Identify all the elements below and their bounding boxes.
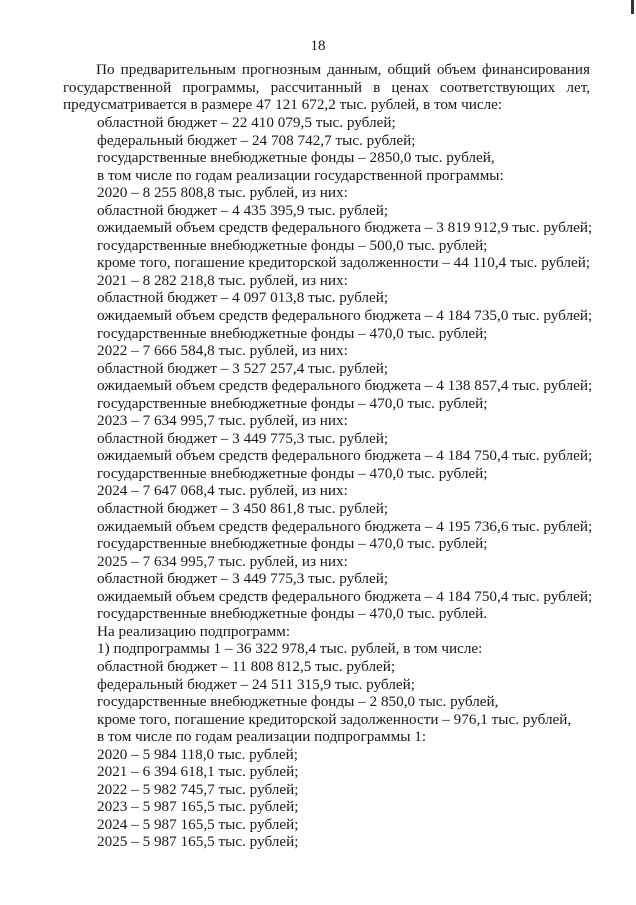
text-line: ожидаемый объем средств федерального бюджета – 4 184 735,0 тыс. рублей; (97, 307, 593, 325)
text-line: областной бюджет – 3 527 257,4 тыс. рублей; (97, 359, 389, 377)
text-line: 2024 – 7 647 068,4 тыс. рублей, из них: (97, 482, 348, 500)
page-number: 18 (310, 38, 326, 54)
text-line: областной бюджет – 11 808 812,5 тыс. рублей; (97, 657, 396, 675)
text-line: ожидаемый объем средств федерального бюджета – 3 819 912,9 тыс. рублей; (97, 219, 593, 237)
text-line: 2022 – 7 666 584,8 тыс. рублей, из них: (97, 342, 348, 360)
text-line: кроме того, погашение кредиторской задолженности – 976,1 тыс. рублей, (97, 710, 572, 728)
text-line: ожидаемый объем средств федерального бюджета – 4 195 736,6 тыс. рублей; (97, 517, 593, 535)
funding-lines (97, 114, 592, 851)
text-line: 2020 – 5 984 118,0 тыс. рублей; (97, 745, 298, 763)
text-line: 2022 – 5 982 745,7 тыс. рублей; (97, 780, 299, 798)
text-line: государственные внебюджетные фонды – 2 850,0 тыс. рублей, (97, 693, 499, 711)
text-line: государственные внебюджетные фонды – 470,0 тыс. рублей; (97, 324, 488, 342)
text-line: государственные внебюджетные фонды – 470,0 тыс. рублей; (97, 535, 488, 553)
text-line: ожидаемый объем средств федерального бюджета – 4 184 750,4 тыс. рублей; (97, 587, 593, 605)
text-line: ожидаемый объем средств федерального бюджета – 4 184 750,4 тыс. рублей; (97, 447, 593, 465)
text-line: государственные внебюджетные фонды – 470,0 тыс. рублей. (97, 605, 488, 623)
text-line: областной бюджет – 3 449 775,3 тыс. рублей; (97, 429, 389, 447)
text-line: 2023 – 7 634 995,7 тыс. рублей, из них: (97, 412, 348, 430)
text-line: 2021 – 6 394 618,1 тыс. рублей; (97, 763, 299, 781)
text-line: 1) подпрограммы 1 – 36 322 978,4 тыс. рублей, в том числе: (97, 640, 483, 658)
text-line: государственные внебюджетные фонды – 2850,0 тыс. рублей, (97, 149, 495, 167)
scan-mark (631, 0, 634, 14)
text-line: областной бюджет – 4 097 013,8 тыс. рублей; (97, 289, 389, 307)
text-line: 2021 – 8 282 218,8 тыс. рублей, из них: (97, 271, 348, 289)
text-line: в том числе по годам реализации государственной программы: (97, 166, 504, 184)
text-line: кроме того, погашение кредиторской задолженности – 44 110,4 тыс. рублей; (97, 254, 591, 272)
text-line: 2025 – 7 634 995,7 тыс. рублей, из них: (97, 552, 348, 570)
text-line: областной бюджет – 3 450 861,8 тыс. рублей; (97, 500, 389, 518)
text-line: 2025 – 5 987 165,5 тыс. рублей; (97, 833, 299, 851)
text-line: федеральный бюджет – 24 708 742,7 тыс. рублей; (97, 131, 416, 149)
text-line: федеральный бюджет – 24 511 315,9 тыс. рублей; (97, 675, 415, 693)
intro-paragraph: По предварительным прогнозным данным, общий объем финансирования государственной программы, рассчитанный в ценах соответствующих лет, предусматривается в размере 47 121 672,2 тыс. рублей, в том числе: (63, 61, 590, 113)
text-line: государственные внебюджетные фонды – 470,0 тыс. рублей; (97, 394, 488, 412)
text-line: в том числе по годам реализации подпрограммы 1: (97, 728, 427, 746)
text-line: областной бюджет – 22 410 079,5 тыс. рублей; (97, 114, 396, 131)
text-line: государственные внебюджетные фонды – 470,0 тыс. рублей; (97, 464, 488, 482)
text-line: 2024 – 5 987 165,5 тыс. рублей; (97, 815, 299, 833)
text-line: ожидаемый объем средств федерального бюджета – 4 138 857,4 тыс. рублей; (97, 377, 593, 395)
text-line: государственные внебюджетные фонды – 500,0 тыс. рублей; (97, 236, 488, 254)
text-line: На реализацию подпрограмм: (97, 622, 291, 640)
text-line: областной бюджет – 4 435 395,9 тыс. рублей; (97, 201, 389, 219)
text-line: областной бюджет – 3 449 775,3 тыс. рублей; (97, 570, 389, 588)
text-line: 2020 – 8 255 808,8 тыс. рублей, из них: (97, 184, 348, 202)
text-line: 2023 – 5 987 165,5 тыс. рублей; (97, 798, 299, 816)
